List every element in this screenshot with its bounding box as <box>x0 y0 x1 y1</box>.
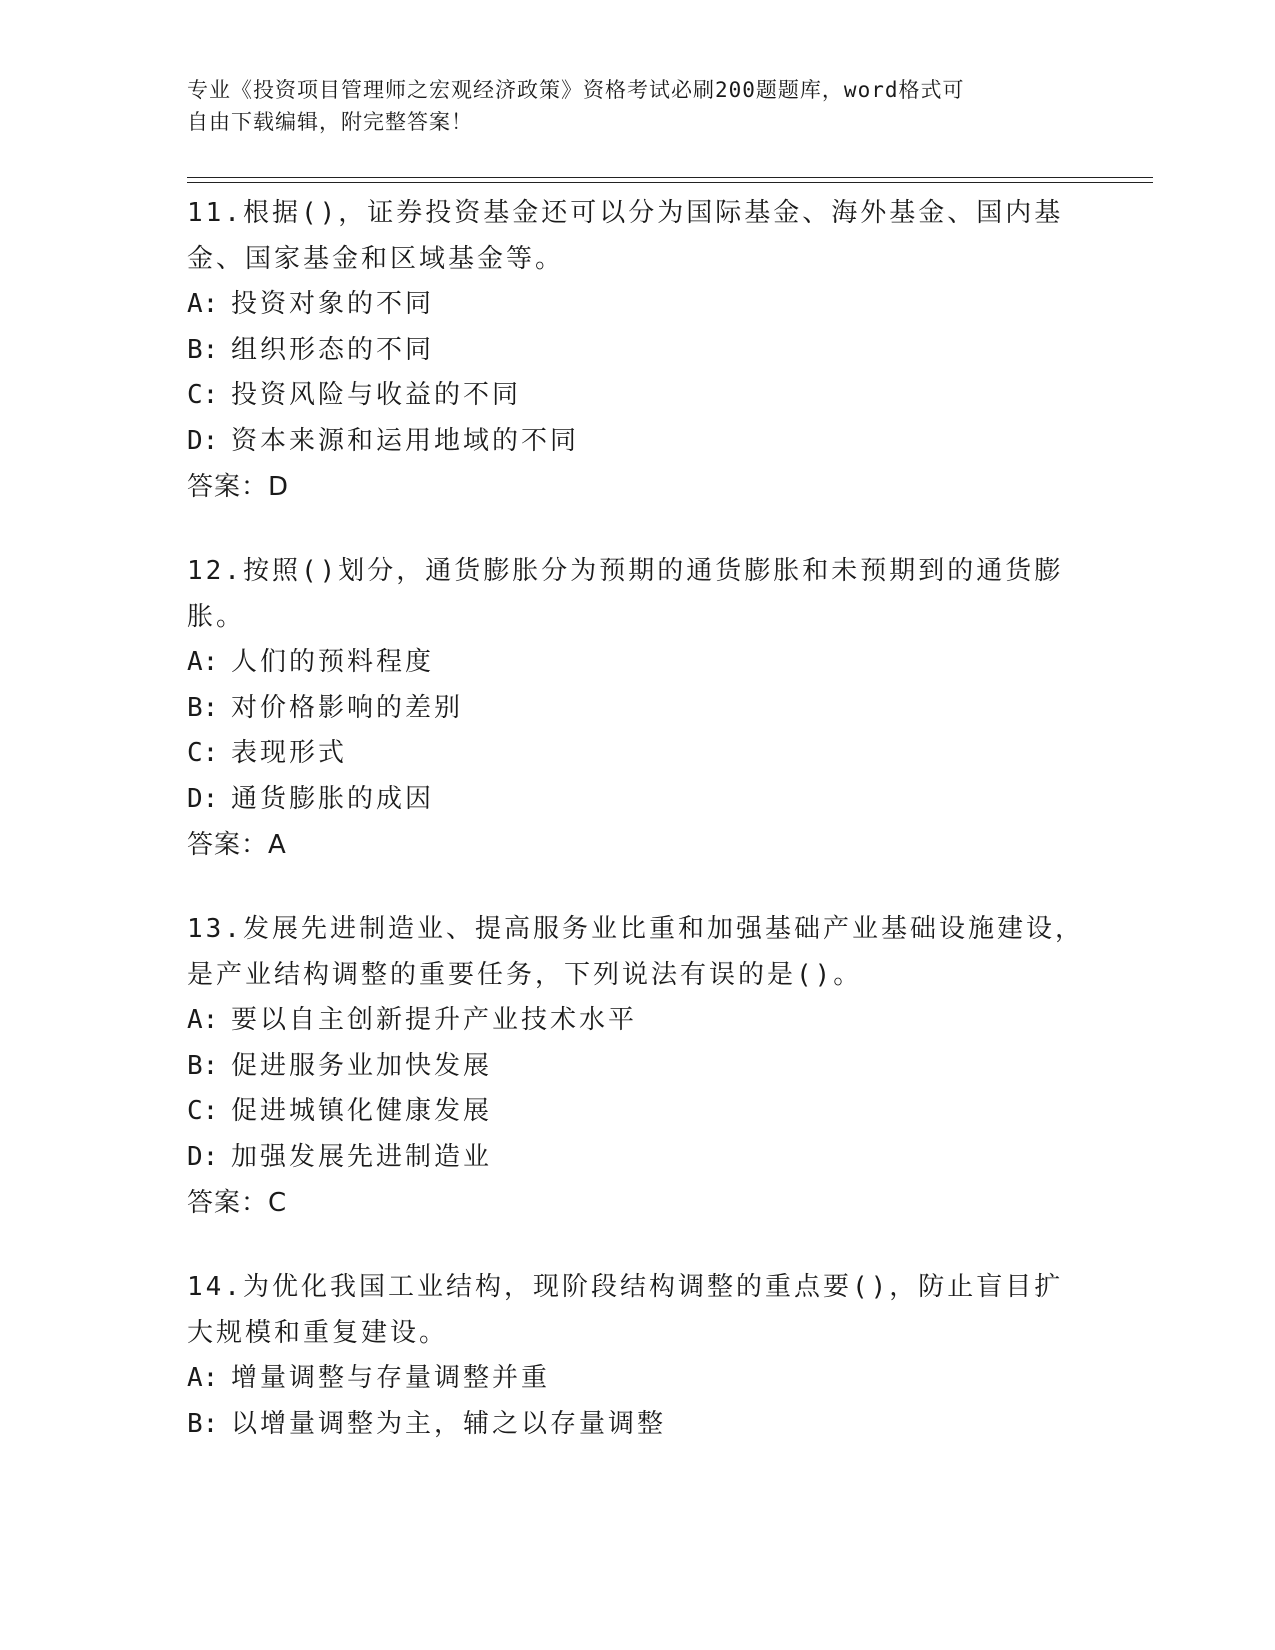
option-text: 增量调整与存量调整并重 <box>231 1363 551 1393</box>
question-text: 14.为优化我国工业结构，现阶段结构调整的重点要()，防止盲目扩大规模和重复建设。 <box>187 1272 1064 1348</box>
question-text: 11.根据()，证券投资基金还可以分为国际基金、海外基金、国内基金、国家基金和区域基金等。 <box>187 198 1064 274</box>
option-d <box>187 1135 1087 1181</box>
option-b <box>187 1044 1087 1090</box>
option-b <box>187 1402 1087 1448</box>
option-letter: B: <box>187 1050 219 1081</box>
header-line-2: 自由下载编辑，附完整答案！ <box>187 110 473 134</box>
header-divider-top <box>187 177 1153 178</box>
option-letter: A: <box>187 289 219 319</box>
option-text: 投资风险与收益的不同 <box>231 380 522 410</box>
option-text: 资本来源和运用地域的不同 <box>231 425 580 456</box>
question-item <box>187 906 1087 1226</box>
option-c <box>187 1089 1087 1135</box>
option-c <box>187 731 1087 777</box>
option-text: 组织形态的不同 <box>231 334 435 365</box>
option-letter: B: <box>187 1408 219 1439</box>
option-letter: B: <box>187 692 219 723</box>
question-text: 12.按照()划分，通货膨胀分为预期的通货膨胀和未预期到的通货膨胀。 <box>187 556 1064 632</box>
option-letter: A: <box>187 647 219 677</box>
option-d <box>187 777 1087 823</box>
question-item <box>187 190 1087 510</box>
option-text: 表现形式 <box>231 738 348 768</box>
answer-line: 答案：D <box>187 472 290 502</box>
option-text: 以增量调整为主，辅之以存量调整 <box>231 1408 667 1439</box>
option-letter: A: <box>187 1363 219 1393</box>
header-divider-bottom <box>187 182 1153 183</box>
option-a <box>187 1356 1087 1402</box>
option-text: 促进城镇化健康发展 <box>231 1096 493 1126</box>
option-c <box>187 373 1087 419</box>
question-item <box>187 548 1087 868</box>
option-letter: D: <box>187 425 219 456</box>
question-text: 13.发展先进制造业、提高服务业比重和加强基础产业基础设施建设，是产业结构调整的重要任务，下列说法有误的是()。 <box>187 914 1084 990</box>
header-line-1: 专业《投资项目管理师之宏观经济政策》资格考试必刷200题题库，word格式可 <box>187 78 965 102</box>
option-d <box>187 419 1087 465</box>
option-letter: D: <box>187 783 219 814</box>
option-b <box>187 686 1087 732</box>
option-text: 投资对象的不同 <box>231 289 435 319</box>
option-letter: C: <box>187 380 219 410</box>
option-text: 对价格影响的差别 <box>231 692 464 723</box>
option-letter: A: <box>187 1005 219 1035</box>
option-letter: D: <box>187 1141 219 1172</box>
answer-line: 答案：A <box>187 830 287 860</box>
question-item <box>187 1264 1087 1447</box>
option-text: 要以自主创新提升产业技术水平 <box>231 1005 638 1035</box>
option-a <box>187 282 1087 328</box>
question-list <box>187 190 1087 1485</box>
option-letter: C: <box>187 1096 219 1126</box>
answer-line: 答案：C <box>187 1188 288 1218</box>
option-letter: B: <box>187 334 219 365</box>
document-header <box>187 74 1067 138</box>
option-text: 促进服务业加快发展 <box>231 1050 493 1081</box>
option-letter: C: <box>187 738 219 768</box>
option-a <box>187 998 1087 1044</box>
option-text: 通货膨胀的成因 <box>231 783 435 814</box>
option-text: 人们的预料程度 <box>231 647 435 677</box>
option-b <box>187 328 1087 374</box>
option-a <box>187 640 1087 686</box>
option-text: 加强发展先进制造业 <box>231 1141 493 1172</box>
